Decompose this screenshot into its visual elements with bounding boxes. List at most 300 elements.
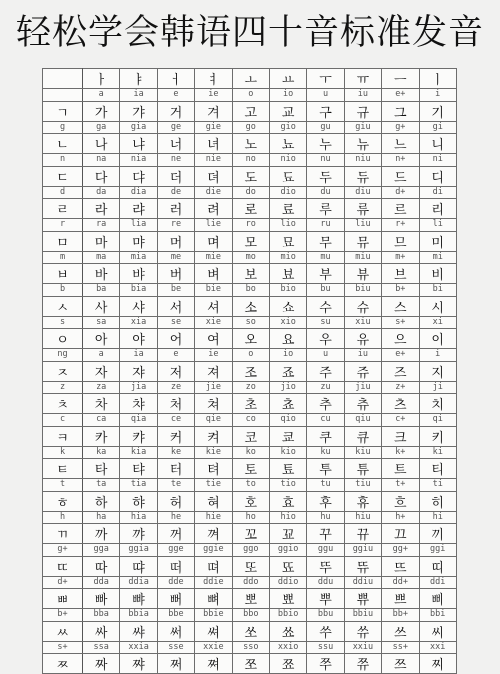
roman-cell: z+ xyxy=(382,381,419,394)
syllable-row xyxy=(43,296,457,316)
roman-cell: ga xyxy=(83,121,120,134)
syllable-cell: 누 xyxy=(307,134,344,154)
vowel-cell: ㅛ xyxy=(269,69,306,89)
syllable-cell: 꺼 xyxy=(157,524,194,544)
roman-cell: to xyxy=(232,479,269,492)
vowel-roman-cell: u xyxy=(307,89,344,102)
consonant-cell: ㅌ xyxy=(43,459,83,479)
roman-cell: c+ xyxy=(382,414,419,427)
syllable-cell: 죠 xyxy=(269,361,306,381)
roman-cell: bbio xyxy=(269,609,306,622)
syllable-cell: 써 xyxy=(157,621,194,641)
roman-cell: gg+ xyxy=(382,544,419,557)
syllable-cell: 터 xyxy=(157,459,194,479)
syllable-cell: 나 xyxy=(83,134,120,154)
roman-cell: qie xyxy=(195,414,232,427)
roman-cell: ni xyxy=(419,154,456,167)
consonant-cell: ㄸ xyxy=(43,556,83,576)
roman-cell: tia xyxy=(120,479,157,492)
roman-cell: ddio xyxy=(269,576,306,589)
syllable-cell: 또 xyxy=(232,556,269,576)
roman-cell: du xyxy=(307,186,344,199)
roman-cell: ggo xyxy=(232,544,269,557)
vowel-cell: ㅑ xyxy=(120,69,157,89)
roman-cell: ba xyxy=(83,284,120,297)
corner-cell xyxy=(43,89,83,102)
roman-cell: iu xyxy=(344,349,381,362)
roman-cell: hie xyxy=(195,511,232,524)
syllable-row xyxy=(43,524,457,544)
consonant-cell: ㅅ xyxy=(43,296,83,316)
syllable-cell: 껴 xyxy=(195,524,232,544)
syllable-cell: 가 xyxy=(83,101,120,121)
syllable-cell: 쳐 xyxy=(195,394,232,414)
syllable-cell: 브 xyxy=(382,264,419,284)
roman-cell: jie xyxy=(195,381,232,394)
roman-row xyxy=(43,511,457,524)
roman-cell: mia xyxy=(120,251,157,264)
roman-cell: go xyxy=(232,121,269,134)
syllable-cell: 뻐 xyxy=(157,589,194,609)
roman-cell: g+ xyxy=(382,121,419,134)
roman-cell: bbiu xyxy=(344,609,381,622)
roman-cell: gie xyxy=(195,121,232,134)
syllable-row xyxy=(43,654,457,674)
syllable-cell: 텨 xyxy=(195,459,232,479)
roman-cell: dde xyxy=(157,576,194,589)
roman-cell: na xyxy=(83,154,120,167)
syllable-cell: 삐 xyxy=(419,589,456,609)
syllable-cell: 류 xyxy=(344,199,381,219)
syllable-cell: 트 xyxy=(382,459,419,479)
syllable-cell: 햐 xyxy=(120,491,157,511)
syllable-cell: 쇼 xyxy=(269,296,306,316)
syllable-cell: 흐 xyxy=(382,491,419,511)
syllable-cell: 효 xyxy=(269,491,306,511)
vowel-roman-cell: io xyxy=(269,89,306,102)
roman-row xyxy=(43,121,457,134)
syllable-cell: 두 xyxy=(307,166,344,186)
roman-cell: ddi xyxy=(419,576,456,589)
roman-cell: tio xyxy=(269,479,306,492)
syllable-row xyxy=(43,101,457,121)
syllable-cell: 후 xyxy=(307,491,344,511)
roman-cell: ss+ xyxy=(382,641,419,654)
consonant-roman-cell: s xyxy=(43,316,83,329)
consonant-cell: ㄹ xyxy=(43,199,83,219)
roman-cell: e xyxy=(157,349,194,362)
syllable-cell: 뱌 xyxy=(120,264,157,284)
syllable-cell: 뿌 xyxy=(307,589,344,609)
header-vowel-row xyxy=(43,69,457,89)
roman-cell: ca xyxy=(83,414,120,427)
consonant-roman-cell: b+ xyxy=(43,609,83,622)
syllable-cell: 쌰 xyxy=(120,621,157,641)
roman-cell: ra xyxy=(83,219,120,232)
roman-cell: mi xyxy=(419,251,456,264)
roman-cell: biu xyxy=(344,284,381,297)
roman-row xyxy=(43,316,457,329)
syllable-row xyxy=(43,459,457,479)
roman-cell: hia xyxy=(120,511,157,524)
syllable-cell: 쥬 xyxy=(344,361,381,381)
syllable-cell: 크 xyxy=(382,426,419,446)
roman-cell: bbu xyxy=(307,609,344,622)
syllable-cell: 우 xyxy=(307,329,344,349)
consonant-roman-cell: g+ xyxy=(43,544,83,557)
roman-cell: lio xyxy=(269,219,306,232)
roman-cell: zo xyxy=(232,381,269,394)
roman-cell: bia xyxy=(120,284,157,297)
roman-cell: hu xyxy=(307,511,344,524)
syllable-cell: 쮸 xyxy=(344,654,381,674)
syllable-cell: 키 xyxy=(419,426,456,446)
roman-cell: dd+ xyxy=(382,576,419,589)
syllable-cell: 셔 xyxy=(195,296,232,316)
syllable-cell: 요 xyxy=(269,329,306,349)
syllable-cell: 뷰 xyxy=(344,264,381,284)
syllable-cell: 뾰 xyxy=(269,589,306,609)
syllable-cell: 리 xyxy=(419,199,456,219)
roman-cell: ha xyxy=(83,511,120,524)
consonant-cell: ㅈ xyxy=(43,361,83,381)
consonant-cell: ㄲ xyxy=(43,524,83,544)
syllable-cell: 끼 xyxy=(419,524,456,544)
syllable-cell: 끄 xyxy=(382,524,419,544)
syllable-cell: 머 xyxy=(157,231,194,251)
roman-cell: ddiu xyxy=(344,576,381,589)
roman-cell: gga xyxy=(83,544,120,557)
consonant-cell: ㅁ xyxy=(43,231,83,251)
syllable-cell: 쑈 xyxy=(269,621,306,641)
roman-cell: d+ xyxy=(382,186,419,199)
roman-cell: qia xyxy=(120,414,157,427)
corner-cell xyxy=(43,69,83,89)
roman-row xyxy=(43,219,457,232)
syllable-row xyxy=(43,491,457,511)
roman-cell: te xyxy=(157,479,194,492)
syllable-cell: 여 xyxy=(195,329,232,349)
roman-cell: t+ xyxy=(382,479,419,492)
syllable-cell: 뮤 xyxy=(344,231,381,251)
syllable-cell: 티 xyxy=(419,459,456,479)
syllable-cell: 쟈 xyxy=(120,361,157,381)
roman-cell: ze xyxy=(157,381,194,394)
syllable-cell: 묘 xyxy=(269,231,306,251)
syllable-cell: 스 xyxy=(382,296,419,316)
roman-cell: gu xyxy=(307,121,344,134)
roman-cell: bbi xyxy=(419,609,456,622)
syllable-cell: 너 xyxy=(157,134,194,154)
roman-cell: ddie xyxy=(195,576,232,589)
roman-cell: ko xyxy=(232,446,269,459)
syllable-cell: 비 xyxy=(419,264,456,284)
roman-cell: giu xyxy=(344,121,381,134)
roman-cell: bba xyxy=(83,609,120,622)
syllable-cell: 갸 xyxy=(120,101,157,121)
roman-cell: ddo xyxy=(232,576,269,589)
roman-cell: nia xyxy=(120,154,157,167)
syllable-cell: 차 xyxy=(83,394,120,414)
syllable-cell: 주 xyxy=(307,361,344,381)
roman-cell: e+ xyxy=(382,349,419,362)
syllable-cell: 타 xyxy=(83,459,120,479)
syllable-cell: 커 xyxy=(157,426,194,446)
syllable-cell: 쑤 xyxy=(307,621,344,641)
syllable-cell: 이 xyxy=(419,329,456,349)
pronunciation-table xyxy=(42,68,457,674)
roman-cell: u xyxy=(307,349,344,362)
syllable-cell: 캬 xyxy=(120,426,157,446)
roman-cell: sso xyxy=(232,641,269,654)
syllable-cell: 보 xyxy=(232,264,269,284)
roman-cell: xxiu xyxy=(344,641,381,654)
syllable-cell: 다 xyxy=(83,166,120,186)
roman-cell: ka xyxy=(83,446,120,459)
syllable-cell: 시 xyxy=(419,296,456,316)
vowel-roman-cell: o xyxy=(232,89,269,102)
vowel-roman-cell: iu xyxy=(344,89,381,102)
consonant-cell: ㄷ xyxy=(43,166,83,186)
syllable-cell: 츄 xyxy=(344,394,381,414)
roman-row xyxy=(43,609,457,622)
roman-cell: ggiu xyxy=(344,544,381,557)
roman-cell: co xyxy=(232,414,269,427)
roman-cell: jia xyxy=(120,381,157,394)
consonant-roman-cell: c xyxy=(43,414,83,427)
roman-cell: ie xyxy=(195,349,232,362)
roman-cell: ma xyxy=(83,251,120,264)
syllable-cell: 쁘 xyxy=(382,589,419,609)
consonant-roman-cell: g xyxy=(43,121,83,134)
roman-cell: di xyxy=(419,186,456,199)
syllable-cell: 도 xyxy=(232,166,269,186)
roman-cell: bio xyxy=(269,284,306,297)
syllable-cell: 쯔 xyxy=(382,654,419,674)
roman-cell: hi xyxy=(419,511,456,524)
roman-cell: xiu xyxy=(344,316,381,329)
syllable-cell: 하 xyxy=(83,491,120,511)
consonant-cell: ㅉ xyxy=(43,654,83,674)
syllable-cell: 쿠 xyxy=(307,426,344,446)
syllable-cell: 뚀 xyxy=(269,556,306,576)
consonant-roman-cell: m xyxy=(43,251,83,264)
syllable-cell: 치 xyxy=(419,394,456,414)
syllable-cell: 고 xyxy=(232,101,269,121)
syllable-cell: 어 xyxy=(157,329,194,349)
syllable-cell: 뵤 xyxy=(269,264,306,284)
roman-row xyxy=(43,641,457,654)
roman-cell: bbe xyxy=(157,609,194,622)
roman-row xyxy=(43,186,457,199)
syllable-cell: 냐 xyxy=(120,134,157,154)
syllable-cell: 먀 xyxy=(120,231,157,251)
roman-cell: xxie xyxy=(195,641,232,654)
roman-cell: de xyxy=(157,186,194,199)
consonant-roman-cell: k xyxy=(43,446,83,459)
roman-cell: nio xyxy=(269,154,306,167)
syllable-cell: 쨔 xyxy=(120,654,157,674)
roman-cell: xxi xyxy=(419,641,456,654)
syllable-cell: 댜 xyxy=(120,166,157,186)
consonant-roman-cell: z xyxy=(43,381,83,394)
syllable-row xyxy=(43,426,457,446)
roman-cell: hiu xyxy=(344,511,381,524)
roman-cell: ji xyxy=(419,381,456,394)
roman-cell: k+ xyxy=(382,446,419,459)
syllable-cell: 꼬 xyxy=(232,524,269,544)
roman-cell: lie xyxy=(195,219,232,232)
syllable-cell: 디 xyxy=(419,166,456,186)
consonant-roman-cell: d xyxy=(43,186,83,199)
syllable-cell: 듀 xyxy=(344,166,381,186)
syllable-row xyxy=(43,556,457,576)
syllable-cell: 츠 xyxy=(382,394,419,414)
roman-cell: bo xyxy=(232,284,269,297)
syllable-cell: 미 xyxy=(419,231,456,251)
roman-cell: die xyxy=(195,186,232,199)
roman-cell: ggi xyxy=(419,544,456,557)
syllable-cell: 히 xyxy=(419,491,456,511)
syllable-cell: 조 xyxy=(232,361,269,381)
roman-cell: ho xyxy=(232,511,269,524)
roman-cell: tie xyxy=(195,479,232,492)
syllable-cell: 뚜 xyxy=(307,556,344,576)
syllable-row xyxy=(43,361,457,381)
roman-cell: kia xyxy=(120,446,157,459)
syllable-cell: 바 xyxy=(83,264,120,284)
roman-cell: ddu xyxy=(307,576,344,589)
roman-cell: lia xyxy=(120,219,157,232)
roman-cell: ggu xyxy=(307,544,344,557)
syllable-cell: 수 xyxy=(307,296,344,316)
roman-cell: r+ xyxy=(382,219,419,232)
roman-cell: kio xyxy=(269,446,306,459)
roman-row xyxy=(43,544,457,557)
syllable-cell: 뇨 xyxy=(269,134,306,154)
roman-cell: ddia xyxy=(120,576,157,589)
syllable-cell: 샤 xyxy=(120,296,157,316)
roman-cell: re xyxy=(157,219,194,232)
syllable-cell: 아 xyxy=(83,329,120,349)
syllable-cell: 버 xyxy=(157,264,194,284)
vowel-roman-cell: ia xyxy=(120,89,157,102)
syllable-cell: 튜 xyxy=(344,459,381,479)
syllable-cell: 뗘 xyxy=(195,556,232,576)
roman-cell: o xyxy=(232,349,269,362)
syllable-cell: 므 xyxy=(382,231,419,251)
syllable-cell: 느 xyxy=(382,134,419,154)
syllable-cell: 싸 xyxy=(83,621,120,641)
roman-cell: mo xyxy=(232,251,269,264)
syllable-cell: 니 xyxy=(419,134,456,154)
roman-cell: he xyxy=(157,511,194,524)
roman-cell: se xyxy=(157,316,194,329)
syllable-cell: 토 xyxy=(232,459,269,479)
syllable-cell: 저 xyxy=(157,361,194,381)
roman-row xyxy=(43,349,457,362)
syllable-cell: 호 xyxy=(232,491,269,511)
syllable-cell: 그 xyxy=(382,101,419,121)
syllable-cell: 르 xyxy=(382,199,419,219)
roman-cell: bi xyxy=(419,284,456,297)
vowel-roman-cell: i xyxy=(419,89,456,102)
roman-row xyxy=(43,479,457,492)
roman-cell: za xyxy=(83,381,120,394)
roman-cell: xie xyxy=(195,316,232,329)
consonant-cell: ㅋ xyxy=(43,426,83,446)
roman-cell: xi xyxy=(419,316,456,329)
roman-row xyxy=(43,251,457,264)
vowel-cell: ㅜ xyxy=(307,69,344,89)
vowel-cell: ㅓ xyxy=(157,69,194,89)
roman-cell: ggia xyxy=(120,544,157,557)
consonant-cell: ㅇ xyxy=(43,329,83,349)
roman-cell: no xyxy=(232,154,269,167)
syllable-cell: 쩌 xyxy=(157,654,194,674)
vowel-roman-cell: ie xyxy=(195,89,232,102)
vowel-cell: ㅗ xyxy=(232,69,269,89)
syllable-cell: 씨 xyxy=(419,621,456,641)
syllable-cell: 지 xyxy=(419,361,456,381)
roman-cell: qi xyxy=(419,414,456,427)
consonant-roman-cell: b xyxy=(43,284,83,297)
syllable-cell: 쪼 xyxy=(232,654,269,674)
consonant-cell: ㅊ xyxy=(43,394,83,414)
roman-cell: ia xyxy=(120,349,157,362)
syllable-cell: 구 xyxy=(307,101,344,121)
roman-cell: be xyxy=(157,284,194,297)
roman-cell: gia xyxy=(120,121,157,134)
roman-cell: dda xyxy=(83,576,120,589)
syllable-cell: 녀 xyxy=(195,134,232,154)
syllable-cell: 벼 xyxy=(195,264,232,284)
roman-cell: me xyxy=(157,251,194,264)
roman-cell: gge xyxy=(157,544,194,557)
roman-cell: su xyxy=(307,316,344,329)
syllable-cell: 초 xyxy=(232,394,269,414)
roman-cell: bbo xyxy=(232,609,269,622)
consonant-roman-cell: t xyxy=(43,479,83,492)
consonant-roman-cell: d+ xyxy=(43,576,83,589)
roman-cell: dio xyxy=(269,186,306,199)
roman-cell: da xyxy=(83,186,120,199)
syllable-cell: 허 xyxy=(157,491,194,511)
syllable-cell: 켜 xyxy=(195,426,232,446)
syllable-row xyxy=(43,199,457,219)
syllable-row xyxy=(43,394,457,414)
syllable-cell: 챠 xyxy=(120,394,157,414)
syllable-cell: 러 xyxy=(157,199,194,219)
syllable-row xyxy=(43,231,457,251)
roman-cell: m+ xyxy=(382,251,419,264)
syllable-cell: 됴 xyxy=(269,166,306,186)
syllable-cell: 뽀 xyxy=(232,589,269,609)
syllable-cell: 꺄 xyxy=(120,524,157,544)
roman-cell: mio xyxy=(269,251,306,264)
consonant-cell: ㅎ xyxy=(43,491,83,511)
syllable-cell: 쓔 xyxy=(344,621,381,641)
syllable-cell: 즈 xyxy=(382,361,419,381)
syllable-row xyxy=(43,264,457,284)
roman-cell: ne xyxy=(157,154,194,167)
syllable-cell: 유 xyxy=(344,329,381,349)
syllable-cell: 쪄 xyxy=(195,654,232,674)
syllable-cell: 땨 xyxy=(120,556,157,576)
vowel-cell: ㅕ xyxy=(195,69,232,89)
page-title: 轻松学会韩语四十音标准发音 xyxy=(15,13,484,53)
roman-cell: ssa xyxy=(83,641,120,654)
